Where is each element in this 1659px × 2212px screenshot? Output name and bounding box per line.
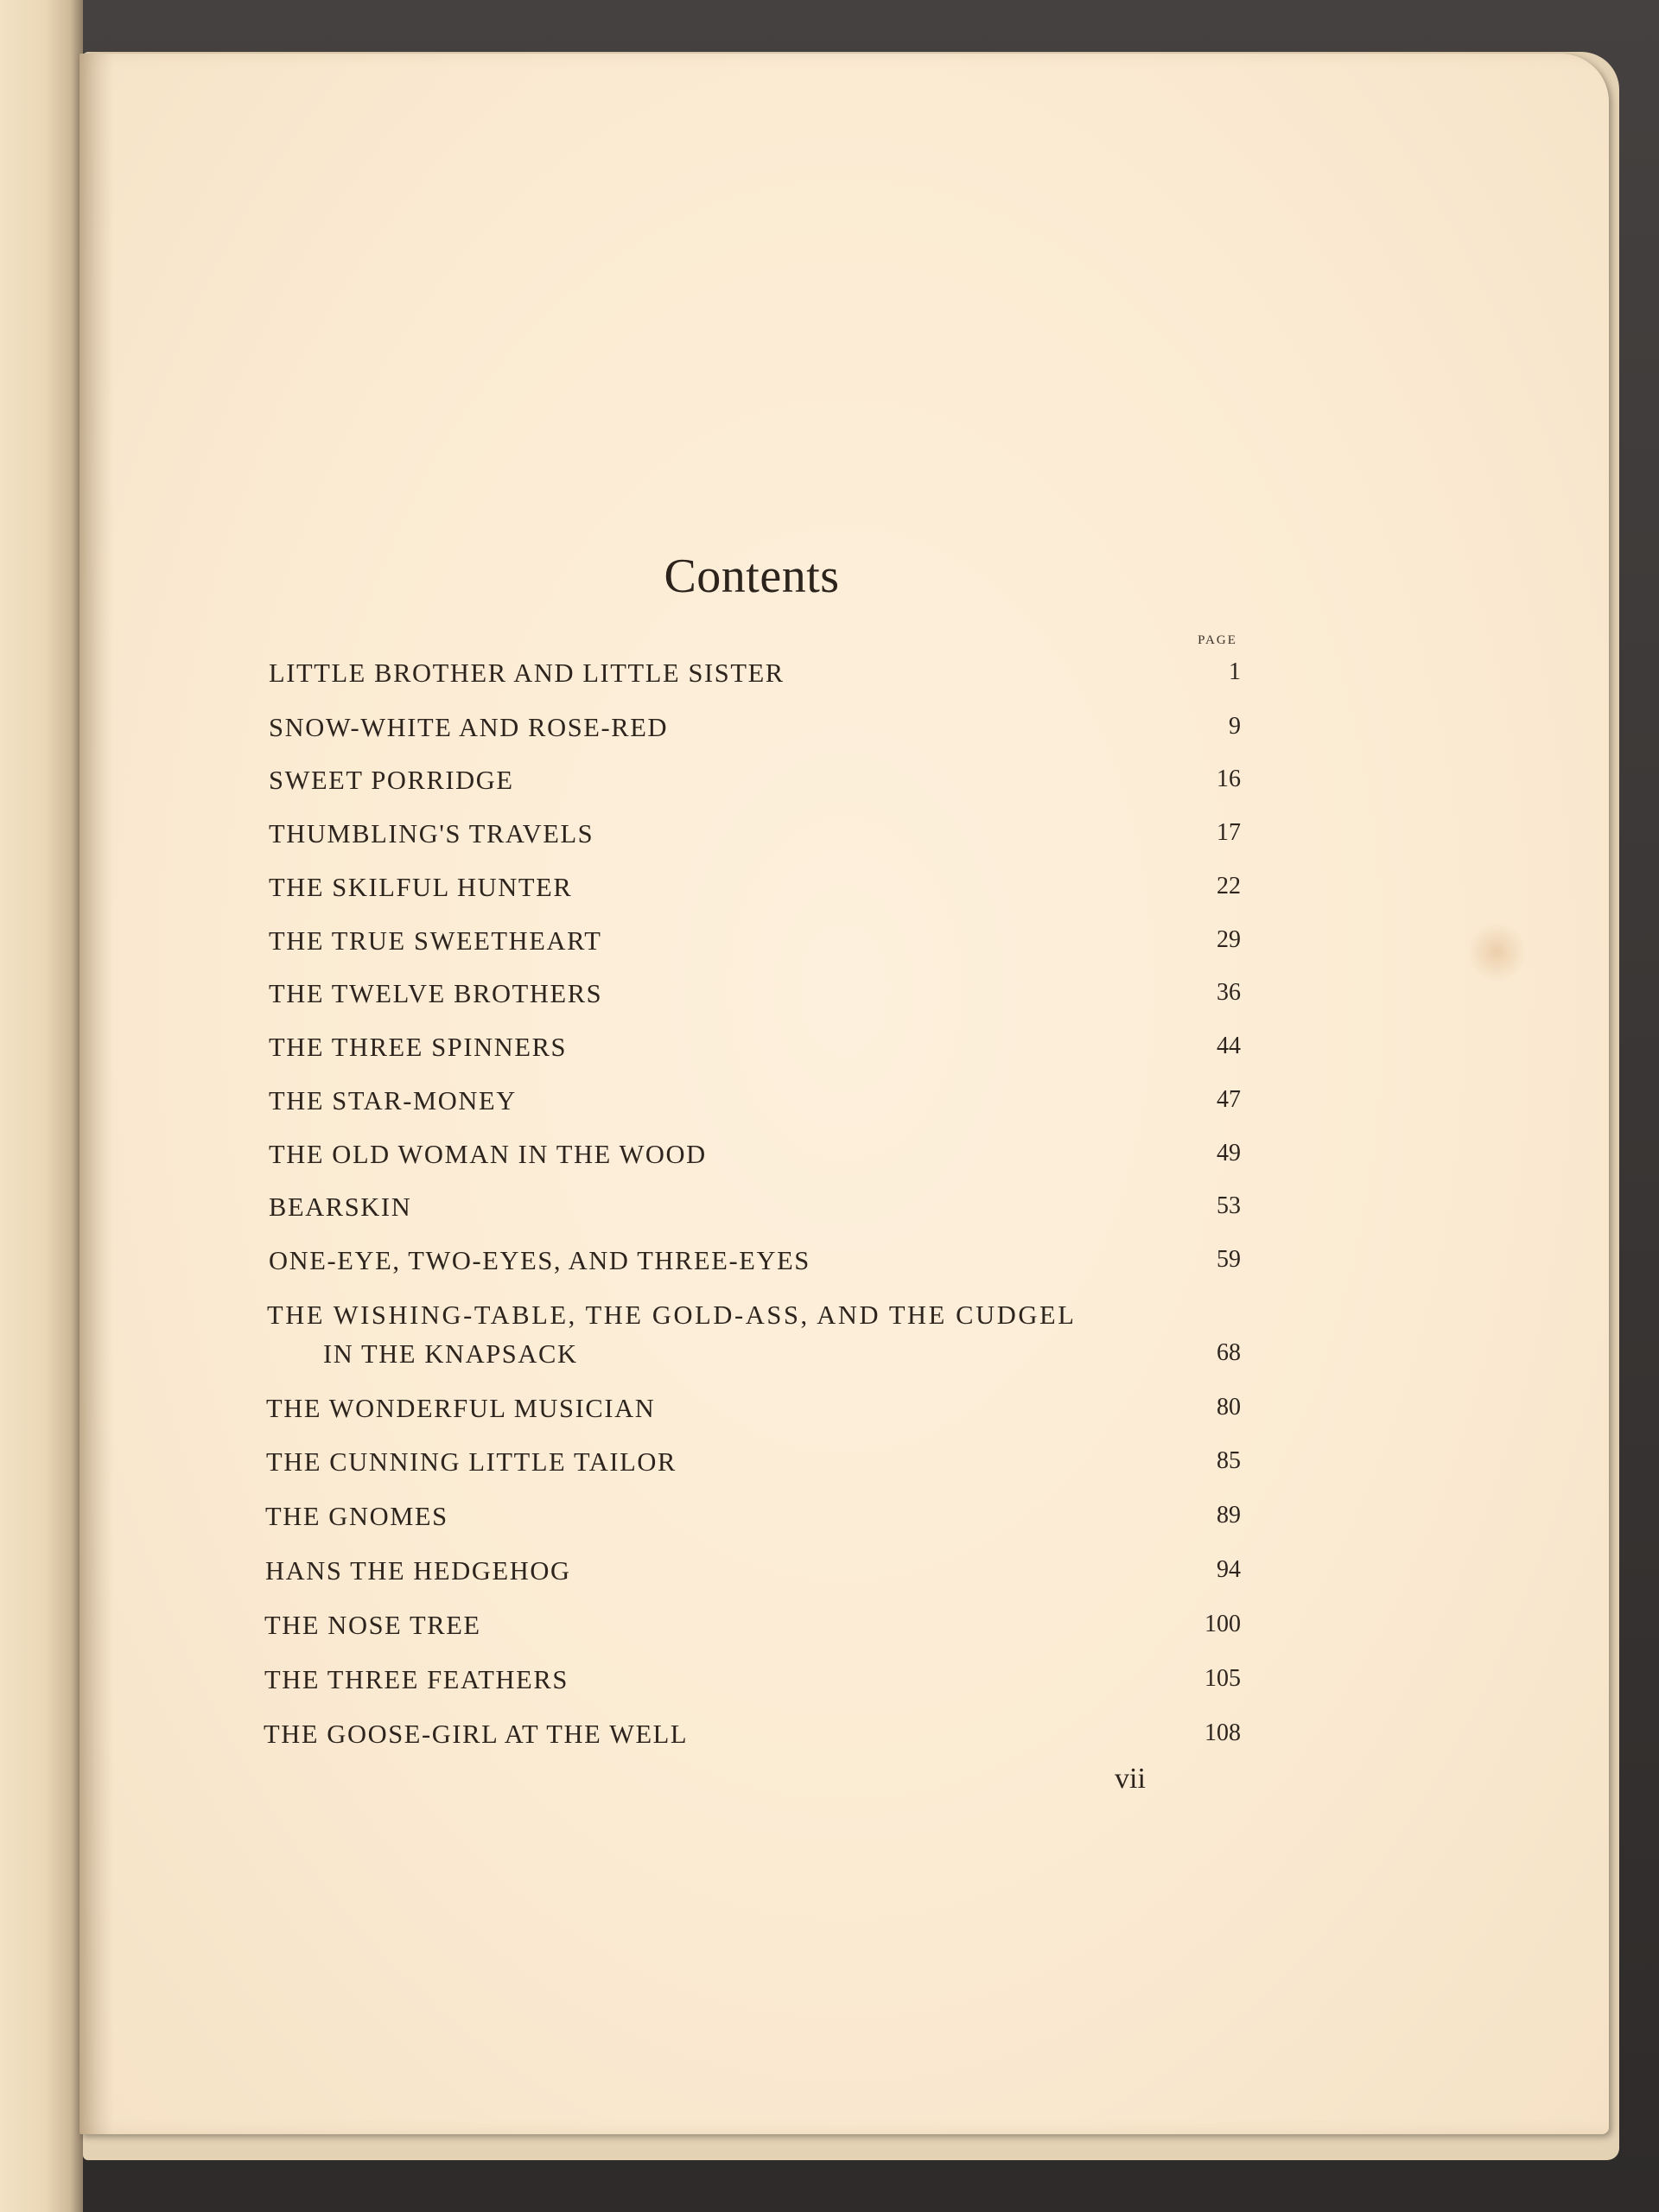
toc-entry-title-continuation: IN THE KNAPSACK: [323, 1339, 578, 1369]
toc-entry-page: 94: [1217, 1556, 1241, 1583]
toc-entry-page: 49: [1217, 1140, 1241, 1166]
toc-entry: [0, 1140, 1659, 1174]
toc-entry-multiline-first: [0, 1300, 1659, 1335]
toc-entry-page: 44: [1217, 1033, 1241, 1059]
toc-entry-page: 36: [1217, 979, 1241, 1006]
toc-entry-page: 9: [1229, 713, 1241, 740]
toc-entry-title: THE SKILFUL HUNTER: [269, 873, 573, 902]
toc-entry-page: 59: [1217, 1246, 1241, 1273]
toc-entry-page: 17: [1217, 819, 1241, 846]
toc-entry: [0, 1719, 1659, 1754]
toc-entry-title: THE STAR-MONEY: [269, 1086, 517, 1116]
toc-entry-page: 16: [1217, 766, 1241, 792]
toc-entry: [0, 1086, 1659, 1121]
toc-entry: [0, 1033, 1659, 1067]
toc-entry-multiline-continuation: [0, 1339, 1659, 1374]
toc-entry-title: THE NOSE TREE: [264, 1611, 481, 1640]
toc-entry-page: 89: [1217, 1502, 1241, 1529]
toc-entry-title: SWEET PORRIDGE: [269, 766, 514, 795]
toc-entry-page: 85: [1217, 1447, 1241, 1474]
toc-entry: [0, 1394, 1659, 1428]
toc-entry-title: THUMBLING'S TRAVELS: [269, 819, 594, 849]
toc-entry-page: 53: [1217, 1192, 1241, 1219]
toc-entry: [0, 766, 1659, 800]
page-column-label: PAGE: [1198, 633, 1237, 647]
toc-entry-title: THE GNOMES: [265, 1502, 448, 1531]
toc-entry-title: THE TRUE SWEETHEART: [269, 926, 602, 956]
toc-entry-title: HANS THE HEDGEHOG: [265, 1556, 571, 1586]
toc-entry-title: THE WONDERFUL MUSICIAN: [266, 1394, 656, 1423]
toc-entry-page: 100: [1205, 1611, 1241, 1637]
toc-entry-title: ONE-EYE, TWO-EYES, AND THREE-EYES: [269, 1246, 810, 1275]
toc-entry-title: LITTLE BROTHER AND LITTLE SISTER: [269, 658, 785, 688]
toc-entry-title: THE OLD WOMAN IN THE WOOD: [269, 1140, 707, 1169]
toc-entry-page: 22: [1217, 873, 1241, 899]
toc-entry: [0, 658, 1659, 693]
toc-entry-page: 105: [1205, 1665, 1241, 1692]
toc-entry-page: 47: [1217, 1086, 1241, 1113]
toc-entry-page: 1: [1229, 658, 1241, 685]
toc-entry: [0, 979, 1659, 1014]
toc-entry-page: 108: [1205, 1719, 1241, 1746]
toc-entry-page: 29: [1217, 926, 1241, 953]
toc-entry: [0, 1246, 1659, 1281]
contents-heading: Contents: [664, 550, 840, 603]
toc-entry: [0, 873, 1659, 907]
toc-entry-page: 80: [1217, 1394, 1241, 1421]
toc-entry: [0, 1192, 1659, 1227]
toc-entry-title: THE CUNNING LITTLE TAILOR: [266, 1447, 677, 1477]
toc-entry-page: 68: [1217, 1339, 1241, 1366]
toc-entry-title: THE GOOSE-GIRL AT THE WELL: [264, 1719, 689, 1749]
toc-entry-title: THE TWELVE BROTHERS: [269, 979, 603, 1008]
toc-entry: [0, 713, 1659, 747]
toc-entry-title: BEARSKIN: [269, 1192, 412, 1222]
toc-entry: [0, 1447, 1659, 1482]
toc-entry: [0, 819, 1659, 854]
toc-entry: [0, 1502, 1659, 1536]
toc-entry: [0, 1665, 1659, 1700]
toc-entry-title: SNOW-WHITE AND ROSE-RED: [269, 713, 669, 742]
toc-entry: [0, 926, 1659, 961]
toc-entry-title: THE THREE FEATHERS: [264, 1665, 569, 1694]
toc-entry: [0, 1556, 1659, 1591]
toc-entry-title: THE THREE SPINNERS: [269, 1033, 568, 1062]
toc-entry-title: THE WISHING-TABLE, THE GOLD-ASS, AND THE CUDGEL: [267, 1300, 1077, 1330]
page-folio: vii: [1115, 1763, 1146, 1795]
toc-entry: [0, 1611, 1659, 1645]
